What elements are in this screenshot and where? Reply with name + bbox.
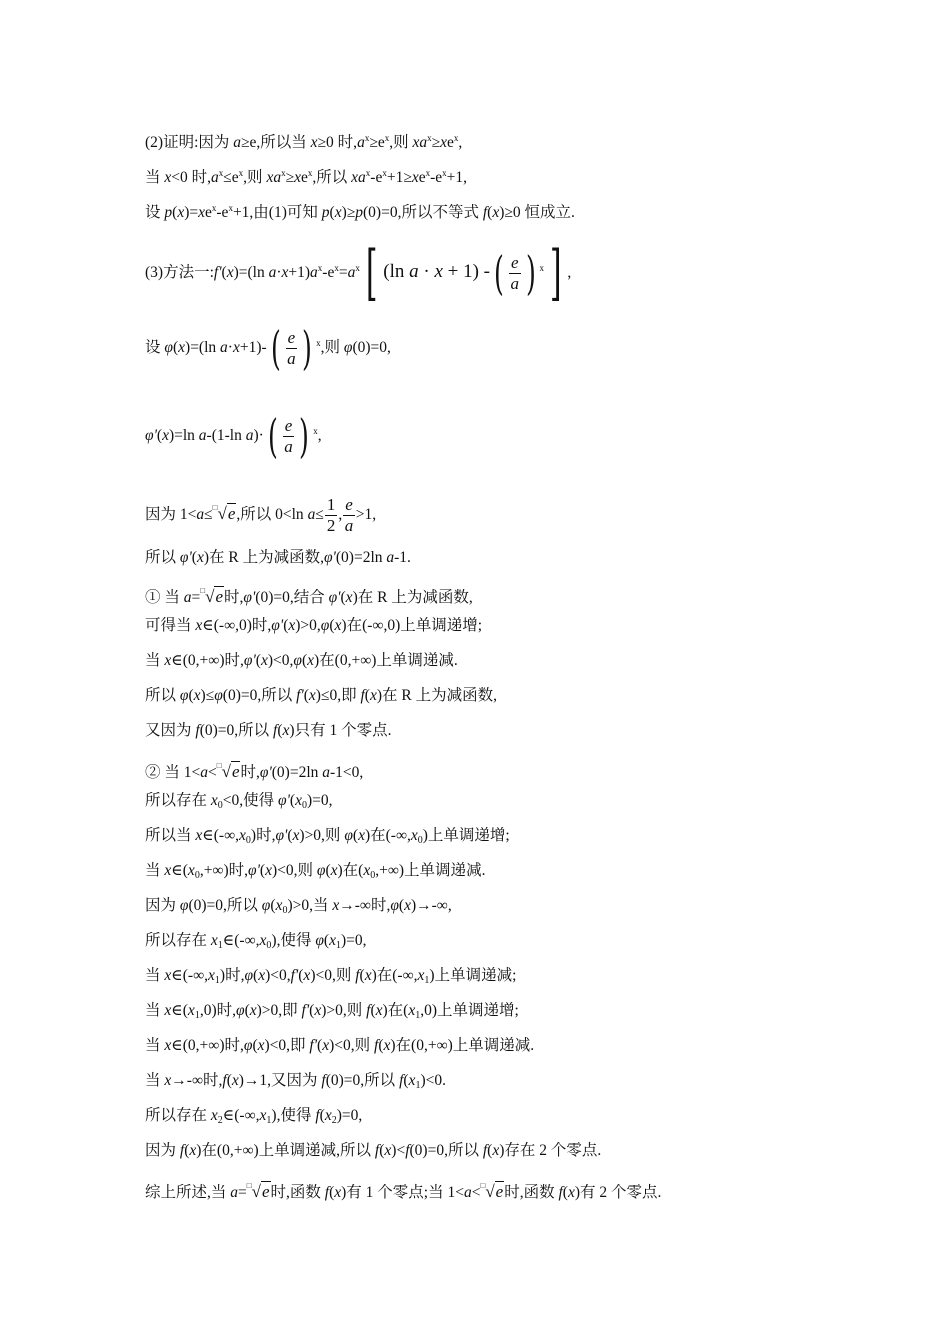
line-1: (2)证明:因为 a≥e,所以当 x≥0 时$,a^x\ge e^x$,则 $xa^x\ge xe^x$, — [145, 133, 463, 151]
line-13: 又因为 f(0)=0,所以 f(x)只有 1 个零点. — [145, 722, 392, 739]
line-21: 当 $x\in(x_1,0)$时,φ(x)>0,即 f'(x)>0,则 f(x)在$(x_1,0)$上单调递增; — [145, 1002, 519, 1021]
line-22: 当 x∈(0,+∞)时,φ(x)<0,即 f'(x)<0,则 f(x)在(0,+∞)上单调递减. — [145, 1037, 535, 1054]
line-18: 因为 φ(0)=0,所以 $\varphi(x_0)>0$,当 x→-∞时,φ(x)→-∞, — [145, 897, 452, 916]
line-19: 所以存在 $x_1\in(-\infty,x_0)$,使得 $\varphi(x_1)=0$, — [145, 932, 367, 951]
line-17: 当 $x\in(x_0,+\infty)$时,φ'(x)<0,则 φ(x)在$(x_0,+\infty)$上单调递减. — [145, 862, 486, 881]
line-7: 因为 1<a≤□√e,所以 0<ln a≤ $\frac{1}{2}$ , $\frac{e}{a}$ >1, — [145, 494, 377, 535]
line-2: 当 x<0 时$,a^x\le e^x$,则 $xa^x\ge xe^x$,所以 $xa^x-e^x+1\ge xe^x-e^x+1$, — [145, 168, 468, 186]
line-25: 因为 f(x)在(0,+∞)上单调递减,所以 f(x)<f(0)=0,所以 f(x)存在 2 个零点. — [145, 1142, 602, 1159]
line-14: ② 当 1<a<□√e时,φ'(0)=2ln a-1<0, — [145, 761, 364, 781]
line-9: ① 当 a=□√e时,φ'(0)=0,结合 φ'(x)在 R 上为减函数, — [145, 586, 473, 606]
line-23: 当 x→-∞时,f(x)→1,又因为 f(0)=0,所以 $f(x_1)<0$. — [145, 1072, 446, 1091]
line-26: 综上所述,当 a=□√e时,函数 f(x)有 1 个零点;当 1<a<□√e时,函数 f(x)有 2 个零点. — [145, 1181, 662, 1201]
line-4: (3)方法一:f'(x)=(ln $a\cdot x+1)a^x-e^x=a^x$[ (ln a · x + 1) -( $\frac{e}{a}$ ) $^x$] , — [145, 238, 572, 309]
line-24: 所以存在 $x_2\in(-\infty,x_1)$,使得 $f(x_2)=0$, — [145, 1107, 363, 1126]
line-12: 所以 φ(x)≤φ(0)=0,所以 f'(x)≤0,即 f(x)在 R 上为减函数, — [145, 687, 497, 704]
line-10: 可得当 x∈(-∞,0)时,φ'(x)>0,φ(x)在(-∞,0)上单调递增; — [145, 617, 483, 634]
line-5: 设 φ(x)=(ln a·x+1)-( $\frac{e}{a}$ ) $^x$,则 φ(0)=0, — [145, 321, 391, 376]
line-11: 当 x∈(0,+∞)时,φ'(x)<0,φ(x)在(0,+∞)上单调递减. — [145, 652, 458, 669]
line-3: 设 $p(x)=xe^x-e^x+1$,由(1)可知 p(x)≥p(0)=0,所以不等式 f(x)≥0 恒成立. — [145, 203, 575, 221]
line-16: 所以当 $x\in(-\infty,x_0)$时,φ'(x)>0,则 φ(x)在$(-\infty,x_0)$上单调递增; — [145, 827, 510, 846]
line-8: 所以 φ'(x)在 R 上为减函数,φ'(0)=2ln a-1. — [145, 549, 411, 566]
line-20: 当 $x\in(-\infty,x_1)$时,φ(x)<0,f'(x)<0,则 f(x)在$(-\infty,x_1)$上单调递减; — [145, 967, 517, 986]
line-15: 所以存在 $x_0<0$,使得 $\varphi'(x_0)=0$, — [145, 792, 333, 811]
line-6: φ'(x)=ln a-(1-ln a)·( $\frac{e}{a}$ ) $^x$, — [145, 409, 322, 464]
